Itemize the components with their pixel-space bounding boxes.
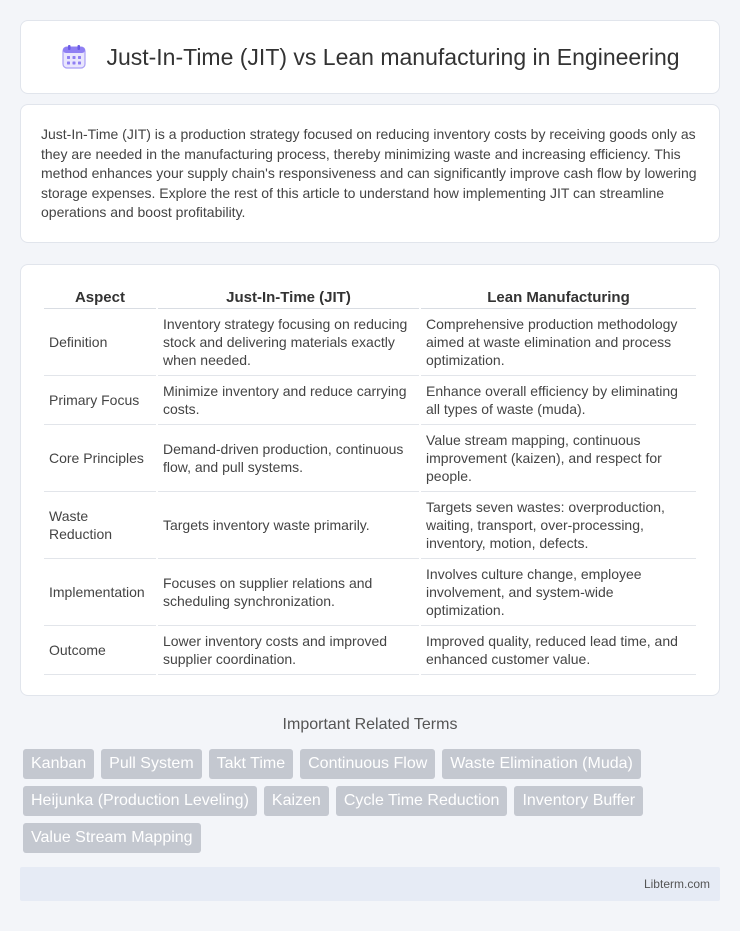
comparison-card (20, 264, 720, 696)
term-tag[interactable]: Kaizen (264, 786, 329, 816)
column-header-lean: Lean Manufacturing (421, 283, 696, 309)
calendar-icon (60, 43, 88, 71)
table-row (44, 626, 696, 675)
lean-cell: Value stream mapping, continuous improvement (kaizen), and respect for people. (421, 425, 696, 492)
table-row (44, 309, 696, 376)
jit-cell: Lower inventory costs and improved supplier coordination. (158, 626, 419, 675)
table-row (44, 425, 696, 492)
header-card (20, 20, 720, 94)
aspect-cell: Definition (44, 309, 156, 376)
term-tag[interactable]: Heijunka (Production Leveling) (23, 786, 257, 816)
column-header-aspect: Aspect (44, 283, 156, 309)
term-tag[interactable]: Cycle Time Reduction (336, 786, 508, 816)
footer-site-link[interactable]: Libterm.com (643, 877, 710, 891)
comparison-table (42, 283, 698, 675)
aspect-cell: Waste Reduction (44, 492, 156, 559)
lean-cell: Improved quality, reduced lead time, and enhanced customer value. (421, 626, 696, 675)
related-terms-list (23, 749, 723, 853)
lean-cell: Targets seven wastes: overproduction, waiting, transport, over-processing, inventory, motion, defects. (421, 492, 696, 559)
table-row (44, 376, 696, 425)
term-tag[interactable]: Waste Elimination (Muda) (442, 749, 641, 779)
column-header-jit: Just-In-Time (JIT) (158, 283, 419, 309)
table-header-row (44, 283, 696, 309)
page-title: Just-In-Time (JIT) vs Lean manufacturing in Engineering (106, 43, 680, 70)
footer (20, 867, 720, 901)
term-tag[interactable]: Continuous Flow (300, 749, 435, 779)
lean-cell: Enhance overall efficiency by eliminating all types of waste (muda). (421, 376, 696, 425)
related-terms-heading: Important Related Terms (282, 716, 458, 733)
term-tag[interactable]: Inventory Buffer (514, 786, 643, 816)
aspect-cell: Outcome (44, 626, 156, 675)
aspect-cell: Implementation (44, 559, 156, 626)
intro-card (20, 104, 720, 243)
term-tag[interactable]: Takt Time (209, 749, 293, 779)
jit-cell: Inventory strategy focusing on reducing stock and delivering materials exactly when needed. (158, 309, 419, 376)
jit-cell: Focuses on supplier relations and scheduling synchronization. (158, 559, 419, 626)
lean-cell: Comprehensive production methodology aimed at waste elimination and process optimization. (421, 309, 696, 376)
title-wrap (60, 43, 679, 71)
jit-cell: Minimize inventory and reduce carrying costs. (158, 376, 419, 425)
jit-cell: Targets inventory waste primarily. (158, 492, 419, 559)
term-tag[interactable]: Value Stream Mapping (23, 823, 201, 853)
aspect-cell: Primary Focus (44, 376, 156, 425)
jit-cell: Demand-driven production, continuous flow, and pull systems. (158, 425, 419, 492)
table-row (44, 492, 696, 559)
lean-cell: Involves culture change, employee involvement, and system-wide optimization. (421, 559, 696, 626)
term-tag[interactable]: Kanban (23, 749, 94, 779)
aspect-cell: Core Principles (44, 425, 156, 492)
intro-paragraph: Just-In-Time (JIT) is a production strategy focused on reducing inventory costs by receiving goods only as they are needed in the manufacturing process, thereby minimizing waste and increasing efficiency. This method enhances your supply chain's responsiveness and can significantly improve cash flow by lowering storage expenses. Explore the rest of this article to understand how implementing JIT can streamline operations and boost profitability. (41, 126, 697, 220)
term-tag[interactable]: Pull System (101, 749, 201, 779)
table-row (44, 559, 696, 626)
